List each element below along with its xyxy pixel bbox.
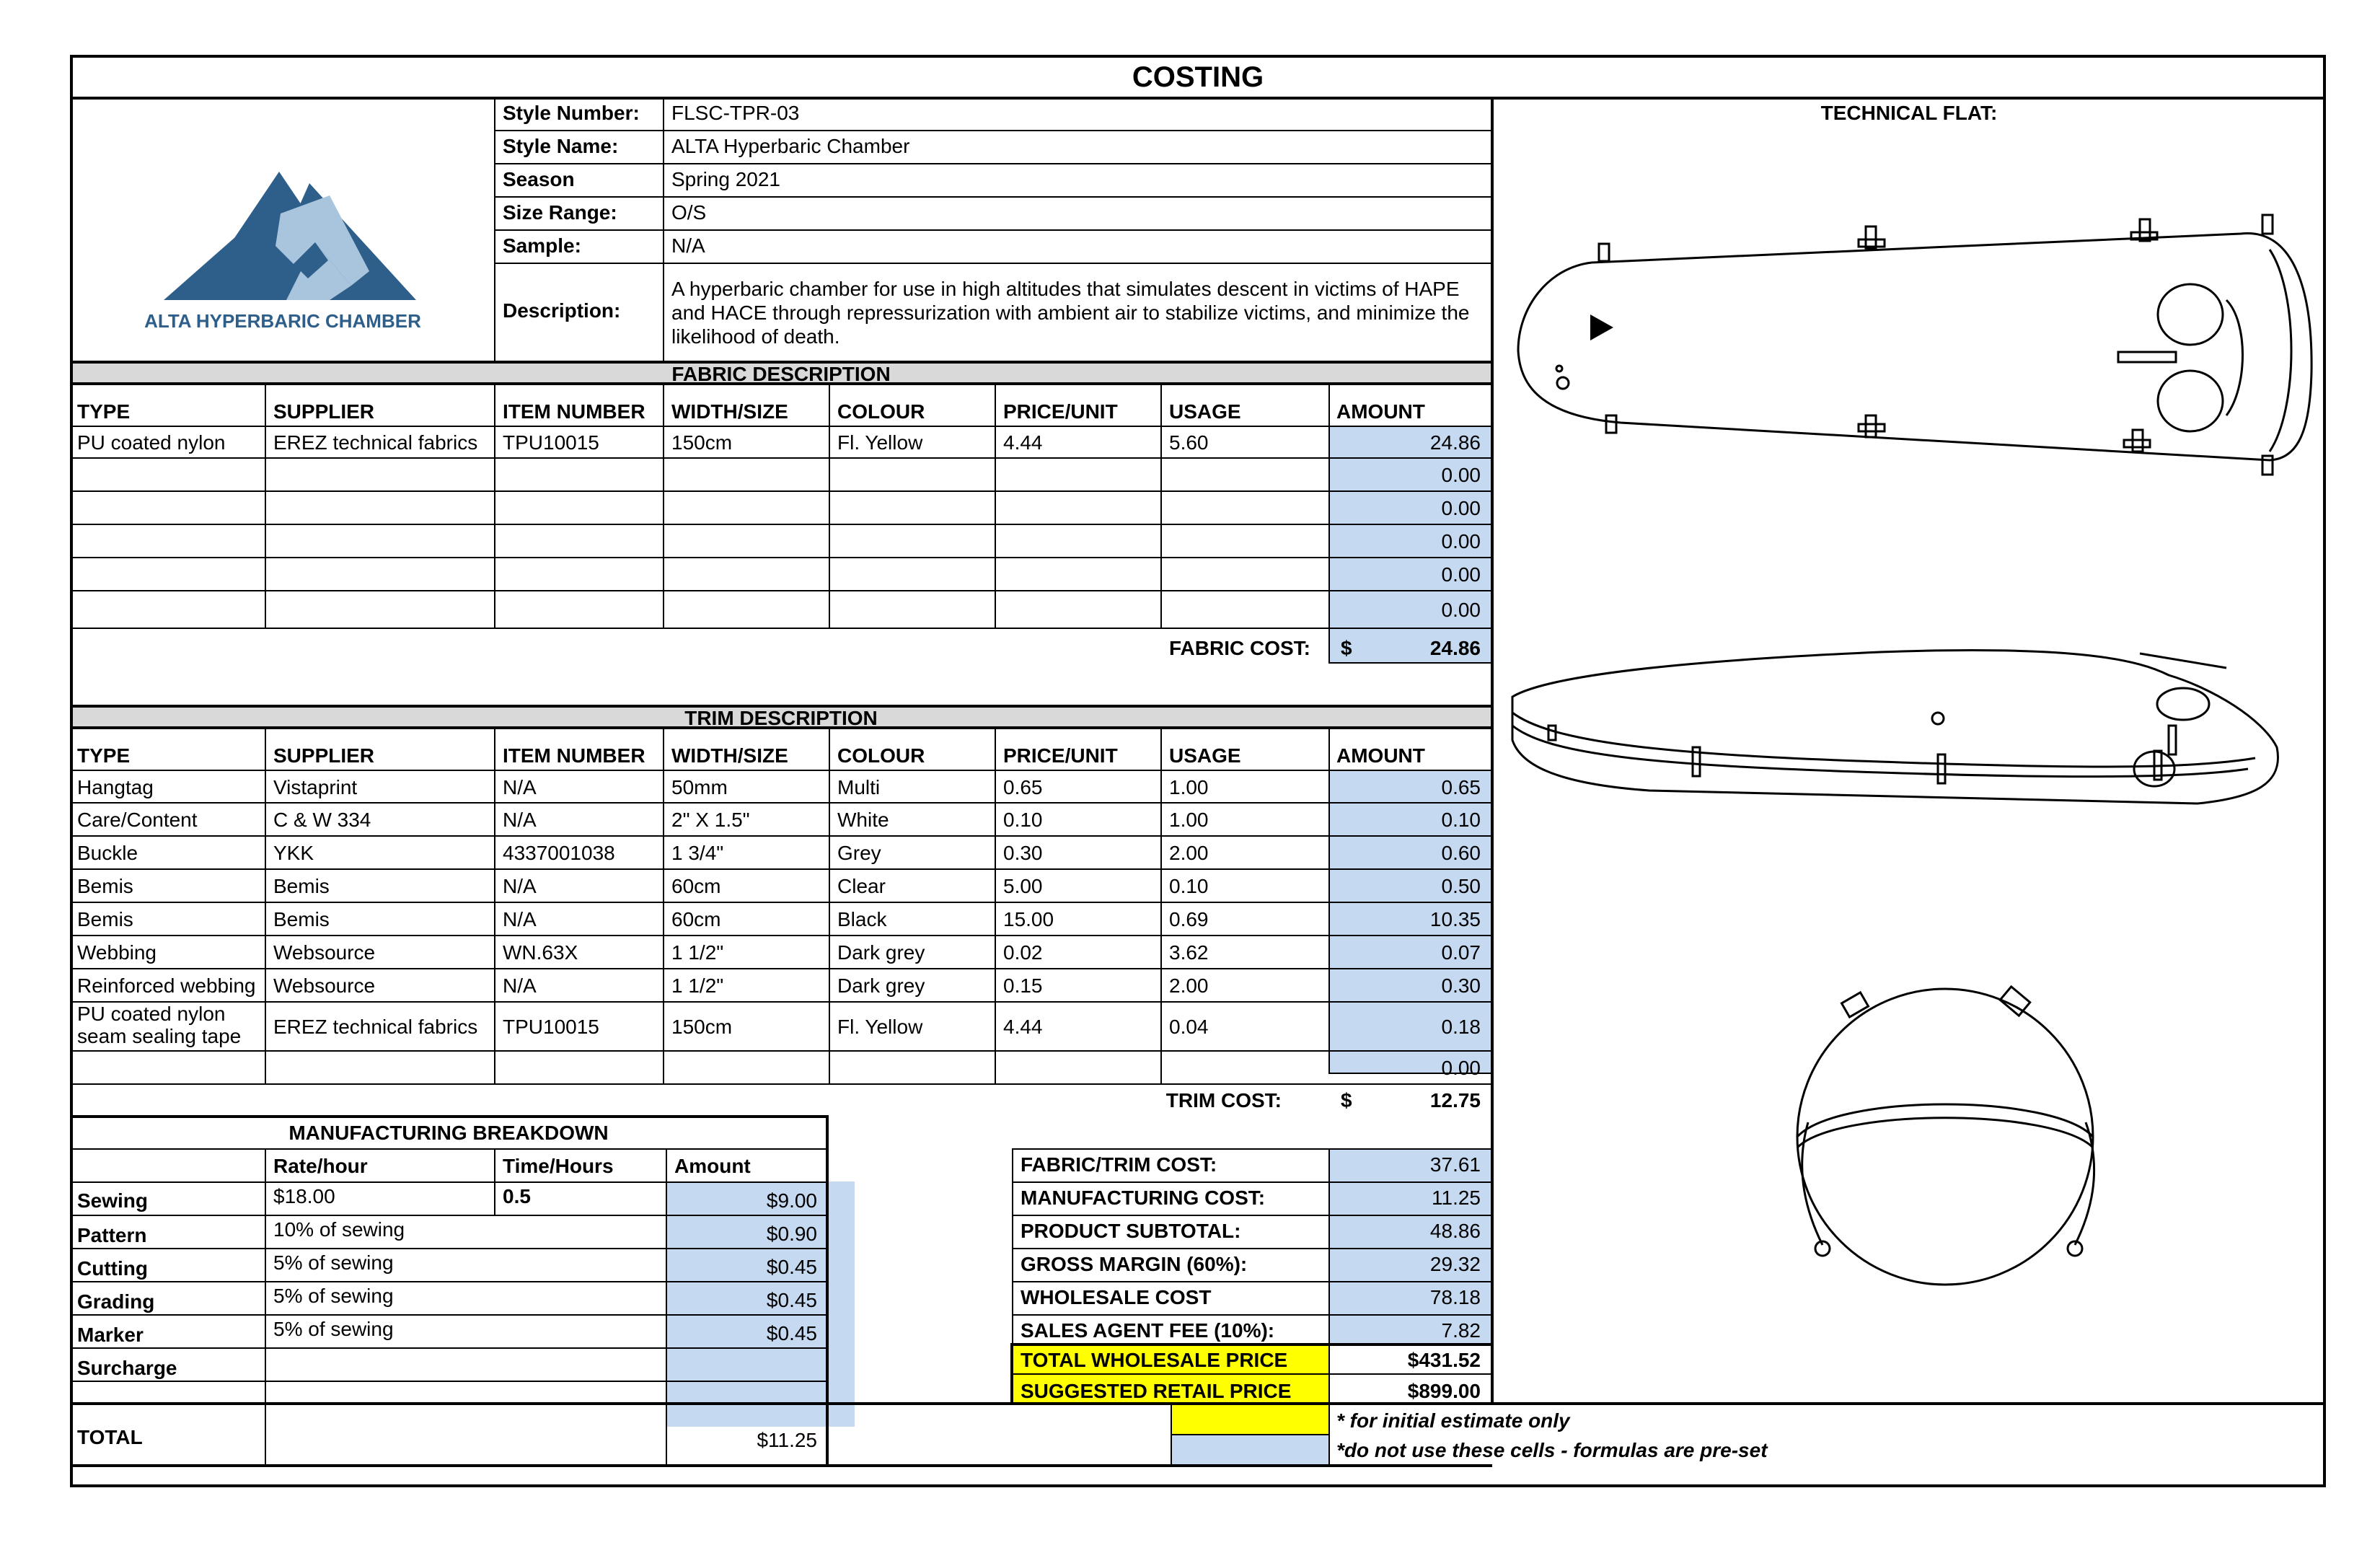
trim-row-2-width-size: 2" X 1.5"	[671, 809, 750, 831]
mfg-pattern-label: Pattern	[77, 1224, 147, 1246]
trim-row-3-amount: 0.60	[1441, 842, 1481, 864]
column-header-item-number: ITEM NUMBER	[503, 400, 645, 423]
style-name-label: Style Name:	[503, 135, 619, 157]
total-wholesale-label: TOTAL WHOLESALE PRICE	[1021, 1349, 1288, 1371]
trim-row-5-usage: 0.69	[1169, 908, 1209, 930]
mfg-time-header: Time/Hours	[503, 1155, 614, 1177]
season-label: Season	[503, 168, 575, 190]
fabric-row-2-amount: 0.00	[1441, 464, 1481, 486]
mfg-grading-amount: $0.45	[766, 1289, 817, 1311]
fabric-row-1-colour: Fl. Yellow	[837, 431, 923, 454]
trim-row-3-item-number: 4337001038	[503, 842, 615, 864]
trim-row-5-item-number: N/A	[503, 908, 537, 930]
trim-row-3-supplier: YKK	[273, 842, 314, 864]
chamber-side-view-drawing	[1505, 617, 2320, 906]
trim-row-4-colour: Clear	[837, 875, 886, 897]
trim-row-2-supplier: C & W 334	[273, 809, 371, 831]
trim-row-7-price-unit: 0.15	[1003, 974, 1043, 997]
column-header-width-size: WIDTH/SIZE	[671, 400, 788, 423]
technical-flat-label: TECHNICAL FLAT:	[1820, 102, 1998, 124]
description-value: A hyperbaric chamber for use in high altitudes that simulates descent in victims of HAPE and HACE through repressurization with ambient air to stabilize victims, and minimize the likelihood of death.	[671, 278, 1470, 348]
style-number-value: FLSC-TPR-03	[671, 102, 800, 124]
costing-sheet	[70, 55, 2326, 1487]
trim-row-5-supplier: Bemis	[273, 908, 330, 930]
fabric-cost-label: FABRIC COST:	[1169, 637, 1310, 659]
mfg-surcharge-label: Surcharge	[77, 1357, 177, 1379]
legend-blue-note: *do not use these cells - formulas are pre-set	[1336, 1439, 1768, 1461]
trim-row-3-colour: Grey	[837, 842, 881, 864]
sample-label: Sample:	[503, 234, 581, 257]
trim-row-4-supplier: Bemis	[273, 875, 330, 897]
summary-wholesale-cost-label: WHOLESALE COST	[1021, 1286, 1212, 1308]
trim-row-1-price-unit: 0.65	[1003, 776, 1043, 798]
trim-row-8-price-unit: 4.44	[1003, 1016, 1043, 1038]
mfg-marker-basis: 5% of sewing	[273, 1318, 394, 1340]
fabric-row-1-type: PU coated nylon	[77, 431, 226, 454]
mfg-pattern-amount: $0.90	[766, 1223, 817, 1245]
sample-value: N/A	[671, 234, 705, 257]
fabric-row-3-amount: 0.00	[1441, 497, 1481, 519]
trim-row-6-type: Webbing	[77, 941, 157, 964]
trim-row-1-supplier: Vistaprint	[273, 776, 358, 798]
trim-row-4-width-size: 60cm	[671, 875, 721, 897]
column-header-amount: AMOUNT	[1336, 400, 1425, 423]
trim-row-1-item-number: N/A	[503, 776, 537, 798]
column-header-price-unit: PRICE/UNIT	[1003, 400, 1118, 423]
mfg-title: MANUFACTURING BREAKDOWN	[288, 1122, 609, 1144]
sheet-title: COSTING	[1132, 61, 1264, 93]
trim-row-3-width-size: 1 3/4"	[671, 842, 724, 864]
style-number-label: Style Number:	[503, 102, 640, 124]
total-wholesale-value: $431.52	[1407, 1349, 1481, 1371]
trim-section-title: TRIM DESCRIPTION	[684, 707, 878, 729]
trim-row-4-item-number: N/A	[503, 875, 537, 897]
summary-product-subtotal-label: PRODUCT SUBTOTAL:	[1021, 1220, 1241, 1242]
trim-row-6-amount: 0.07	[1441, 941, 1481, 964]
fabric-row-1-width-size: 150cm	[671, 431, 733, 454]
summary-fabric-trim-cost-label: FABRIC/TRIM COST:	[1021, 1153, 1217, 1176]
trim-cost-currency: $	[1341, 1089, 1352, 1112]
size-range-label: Size Range:	[503, 201, 617, 224]
column-header-type: TYPE	[77, 400, 131, 423]
trim-row-4-usage: 0.10	[1169, 875, 1209, 897]
column-header-width-size: WIDTH/SIZE	[671, 744, 788, 767]
trim-row-7-colour: Dark grey	[837, 974, 925, 997]
trim-row-3-type: Buckle	[77, 842, 138, 864]
column-header-type: TYPE	[77, 744, 131, 767]
suggested-retail-label: SUGGESTED RETAIL PRICE	[1021, 1380, 1292, 1402]
trim-cost-value: 12.75	[1429, 1089, 1481, 1112]
trim-cost-label: TRIM COST:	[1165, 1089, 1282, 1112]
logo-brand-text: ALTA HYPERBARIC CHAMBER	[144, 310, 421, 332]
trim-row-2-type: Care/Content	[77, 809, 198, 831]
mfg-total-value: $11.25	[757, 1429, 817, 1451]
trim-row-2-price-unit: 0.10	[1003, 809, 1043, 831]
trim-row-5-price-unit: 15.00	[1003, 908, 1054, 930]
trim-row-1-usage: 1.00	[1169, 776, 1209, 798]
trim-row-1-width-size: 50mm	[671, 776, 728, 798]
summary-product-subtotal-value: 48.86	[1429, 1220, 1481, 1242]
trim-row-4-price-unit: 5.00	[1003, 875, 1043, 897]
trim-row-2-item-number: N/A	[503, 809, 537, 831]
column-header-supplier: SUPPLIER	[273, 744, 375, 767]
trim-row-8-colour: Fl. Yellow	[837, 1016, 923, 1038]
trim-row-7-width-size: 1 1/2"	[671, 974, 724, 997]
trim-row-6-price-unit: 0.02	[1003, 941, 1043, 964]
trim-row-5-amount: 10.35	[1429, 908, 1481, 930]
mfg-marker-amount: $0.45	[766, 1322, 817, 1344]
summary-manufacturing-cost-label: MANUFACTURING COST:	[1021, 1187, 1266, 1209]
mfg-cutting-basis: 5% of sewing	[273, 1251, 394, 1274]
trim-row-2-amount: 0.10	[1441, 809, 1481, 831]
mfg-amount-header: Amount	[674, 1155, 751, 1177]
column-header-item-number: ITEM NUMBER	[503, 744, 645, 767]
fabric-row-1-usage: 5.60	[1169, 431, 1209, 454]
trim-row-1-type: Hangtag	[77, 776, 154, 798]
mountain-logo-icon	[113, 120, 452, 300]
season-value: Spring 2021	[671, 168, 781, 190]
mfg-total-label: TOTAL	[77, 1426, 143, 1448]
fabric-row-1-supplier: EREZ technical fabrics	[273, 431, 478, 454]
fabric-cost-currency: $	[1341, 637, 1352, 659]
trim-row-4-type: Bemis	[77, 875, 133, 897]
mfg-sewing-amount: $9.00	[766, 1189, 817, 1212]
trim-row-8-amount: 0.18	[1441, 1016, 1481, 1038]
trim-row-3-usage: 2.00	[1169, 842, 1209, 864]
legend-yellow-note: * for initial estimate only	[1336, 1409, 1570, 1432]
summary-sales-agent-fee-label: SALES AGENT FEE (10%):	[1021, 1319, 1275, 1342]
mfg-cutting-amount: $0.45	[766, 1256, 817, 1278]
logo	[113, 120, 452, 336]
column-header-supplier: SUPPLIER	[273, 400, 375, 423]
fabric-row-1-item-number: TPU10015	[503, 431, 599, 454]
trim-row-5-colour: Black	[837, 908, 887, 930]
summary-manufacturing-cost-value: 11.25	[1432, 1187, 1481, 1209]
column-header-usage: USAGE	[1169, 744, 1241, 767]
trim-row-6-supplier: Websource	[273, 941, 376, 964]
chamber-top-view-drawing	[1505, 199, 2320, 560]
summary-gross-margin-value: 29.32	[1429, 1253, 1481, 1275]
trim-row-6-usage: 3.62	[1169, 941, 1209, 964]
fabric-row-6-amount: 0.00	[1441, 599, 1481, 621]
mfg-pattern-basis: 10% of sewing	[273, 1218, 405, 1241]
column-header-colour: COLOUR	[837, 400, 925, 423]
trim-row-7-type: Reinforced webbing	[77, 974, 256, 997]
trim-row-1-amount: 0.65	[1441, 776, 1481, 798]
fabric-section-title: FABRIC DESCRIPTION	[671, 363, 891, 385]
style-name-value: ALTA Hyperbaric Chamber	[671, 135, 910, 157]
mfg-cutting-label: Cutting	[77, 1257, 148, 1280]
column-header-usage: USAGE	[1169, 400, 1241, 423]
trim-row-9-amount: 0.00	[1441, 1057, 1481, 1079]
trim-row-6-width-size: 1 1/2"	[671, 941, 724, 964]
summary-fabric-trim-cost-value: 37.61	[1429, 1153, 1481, 1176]
trim-row-7-amount: 0.30	[1441, 974, 1481, 997]
trim-row-8-usage: 0.04	[1169, 1016, 1209, 1038]
trim-row-2-colour: White	[837, 809, 889, 831]
trim-row-7-usage: 2.00	[1169, 974, 1209, 997]
mfg-grading-basis: 5% of sewing	[273, 1285, 394, 1307]
fabric-row-5-amount: 0.00	[1441, 563, 1481, 586]
trim-row-2-usage: 1.00	[1169, 809, 1209, 831]
mfg-rate-header: Rate/hour	[273, 1155, 368, 1177]
trim-row-8-supplier: EREZ technical fabrics	[273, 1016, 478, 1038]
mfg-sewing-rate: $18.00	[273, 1185, 335, 1207]
trim-row-1-colour: Multi	[837, 776, 881, 798]
trim-row-7-supplier: Websource	[273, 974, 376, 997]
fabric-row-1-price-unit: 4.44	[1003, 431, 1043, 454]
summary-gross-margin-label: GROSS MARGIN (60%):	[1021, 1253, 1248, 1275]
fabric-row-4-amount: 0.00	[1441, 530, 1481, 553]
trim-row-8-type: PU coated nylon seam sealing tape	[77, 1003, 242, 1047]
trim-row-3-price-unit: 0.30	[1003, 842, 1043, 864]
trim-row-4-amount: 0.50	[1441, 875, 1481, 897]
suggested-retail-value: $899.00	[1407, 1380, 1481, 1402]
trim-row-8-width-size: 150cm	[671, 1016, 733, 1038]
trim-row-8-item-number: TPU10015	[503, 1016, 599, 1038]
trim-row-5-width-size: 60cm	[671, 908, 721, 930]
size-range-value: O/S	[671, 201, 707, 224]
description-label: Description:	[503, 299, 621, 322]
chamber-end-view-drawing	[1729, 971, 2161, 1346]
column-header-amount: AMOUNT	[1336, 744, 1425, 767]
mfg-sewing-hours: 0.5	[503, 1185, 531, 1207]
trim-row-5-type: Bemis	[77, 908, 133, 930]
trim-row-6-item-number: WN.63X	[503, 941, 578, 964]
fabric-cost-value: 24.86	[1429, 637, 1481, 659]
summary-wholesale-cost-value: 78.18	[1429, 1286, 1481, 1308]
mfg-marker-label: Marker	[77, 1324, 144, 1346]
mfg-sewing-label: Sewing	[77, 1189, 149, 1212]
column-header-colour: COLOUR	[837, 744, 925, 767]
trim-row-6-colour: Dark grey	[837, 941, 925, 964]
column-header-price-unit: PRICE/UNIT	[1003, 744, 1118, 767]
fabric-row-1-amount: 24.86	[1429, 431, 1481, 454]
trim-row-7-item-number: N/A	[503, 974, 537, 997]
summary-sales-agent-fee-value: 7.82	[1441, 1319, 1481, 1342]
mfg-grading-label: Grading	[77, 1290, 155, 1313]
